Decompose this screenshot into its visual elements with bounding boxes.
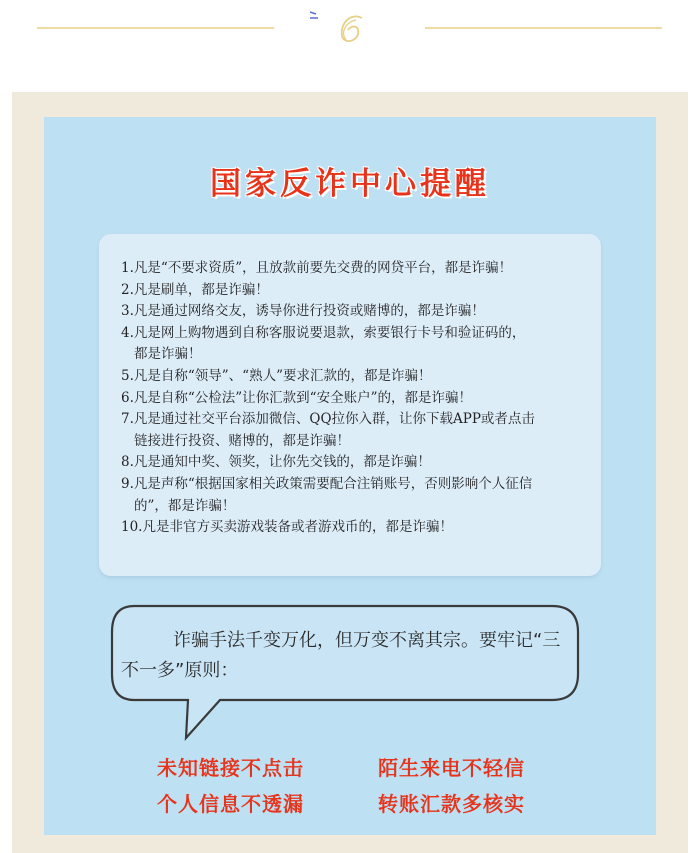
rule-item: 8.凡是通知中奖、领奖，让你先交钱的，都是诈骗！ (121, 454, 431, 471)
slogan-verify-transfer: 转账汇款多核实 (378, 792, 525, 816)
rule-item: 7.凡是通过社交平台添加微信、QQ拉你入群，让你下载APP或者点击 链接进行投资、赌博的，都是诈骗！ (121, 411, 535, 449)
slogan-strange-calls: 陌生来电不轻信 (378, 756, 525, 780)
rule-item: 10.凡是非官方买卖游戏装备或者游戏币的，都是诈骗！ (121, 519, 453, 536)
rule-item: 2.凡是刷单，都是诈骗！ (121, 281, 269, 298)
divider-line-right (425, 27, 662, 29)
rules-list (121, 258, 591, 539)
divider-line-left (37, 27, 274, 29)
rule-item: 5.凡是自称“领导”、“熟人”要求汇款的，都是诈骗！ (121, 367, 432, 384)
slogan-unknown-links: 未知链接不点击 (157, 756, 304, 780)
poster-title: 国家反诈中心提醒 (210, 166, 490, 202)
rule-item: 4.凡是网上购物遇到自称客服说要退款，索要银行卡号和验证码的， 都是诈骗！ (121, 324, 526, 363)
rule-item: 1.凡是“不要求资质”，且放款前要先交费的网贷平台，都是诈骗！ (121, 260, 513, 276)
top-decoration (0, 0, 698, 60)
rule-item: 6.凡是自称“公检法”让你汇款到“安全账户”的，都是诈骗！ (121, 389, 472, 406)
rule-item: 3.凡是通过网络交友，诱导你进行投资或赌博的，都是诈骗！ (121, 303, 485, 320)
bubble-text: 诈骗手法千变万化，但万变不离其宗。要牢记“三不一多”原则： (121, 630, 561, 681)
slogan-personal-info: 个人信息不透漏 (157, 792, 304, 816)
rule-item: 9.凡是声称“根据国家相关政策需要配合注销账号，否则影响个人征信 的”，都是诈骗！ (121, 475, 533, 514)
ornament-icon (300, 4, 380, 49)
